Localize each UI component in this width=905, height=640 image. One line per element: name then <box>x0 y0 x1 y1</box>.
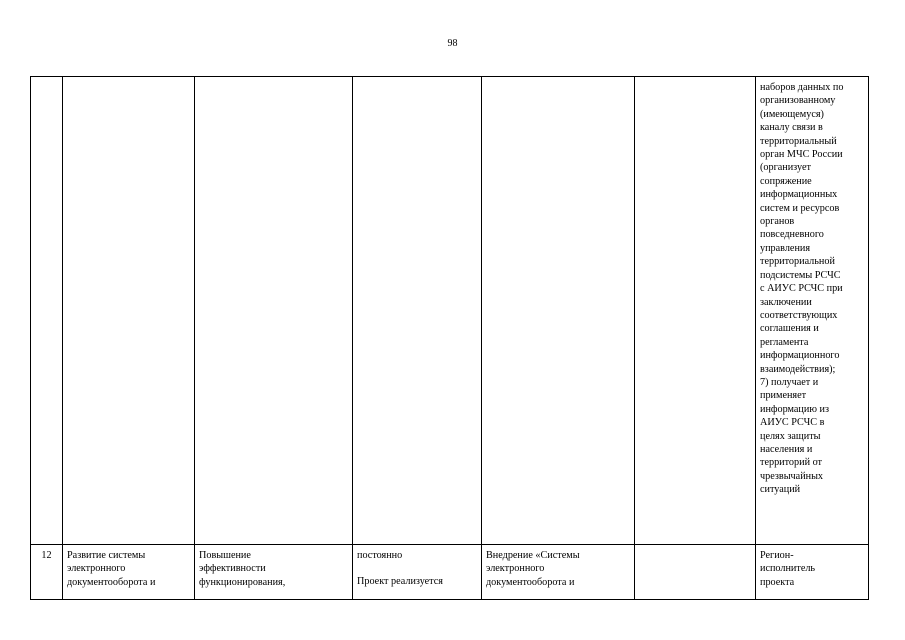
cell-project-executor <box>756 545 869 600</box>
project-name-text: Развитие системы электронного документооборота и <box>67 550 156 588</box>
cell-project-timing <box>353 545 482 600</box>
page-number: 98 <box>447 38 458 49</box>
cell-project-goal <box>195 545 353 600</box>
table-row-12 <box>31 545 869 600</box>
cell-project-result <box>482 545 635 600</box>
cell-project-name <box>63 545 195 600</box>
cell-col6 <box>635 77 756 545</box>
table-row-continued <box>31 77 869 545</box>
timing-gap <box>357 562 477 575</box>
cell-row-number <box>31 545 63 600</box>
cell-timing <box>353 77 482 545</box>
executor-actions-text: наборов данных по организованному (имеющемуся) каналу связи в территориальный орган МЧС России (организует сопряжение информационных систем и ресурсов органов повседневного управления территориальной подсистемы РСЧС с АИУС РСЧС при заключении соответствующих соглашения и регламента информационного взаимодействия); 7) получает и применяет информацию из АИУС РСЧС в целях защиты населения и территорий от чрезвычайных ситуаций <box>760 82 844 496</box>
document-table <box>30 76 869 600</box>
project-result-text: Внедрение «Системы электронного документооборота и <box>486 550 580 588</box>
cell-project-col6 <box>635 545 756 600</box>
row-number: 12 <box>41 550 52 561</box>
timing-text-2: Проект реализуется <box>357 576 443 588</box>
cell-executor-actions <box>756 77 869 545</box>
project-goal-text: Повышение эффективности функционирования, <box>199 550 286 588</box>
cell-number <box>31 77 63 545</box>
project-executor-text: Регион- исполнитель проекта <box>760 550 816 588</box>
timing-text-1: постоянно <box>357 550 403 561</box>
cell-goal <box>195 77 353 545</box>
cell-result <box>482 77 635 545</box>
cell-name <box>63 77 195 545</box>
